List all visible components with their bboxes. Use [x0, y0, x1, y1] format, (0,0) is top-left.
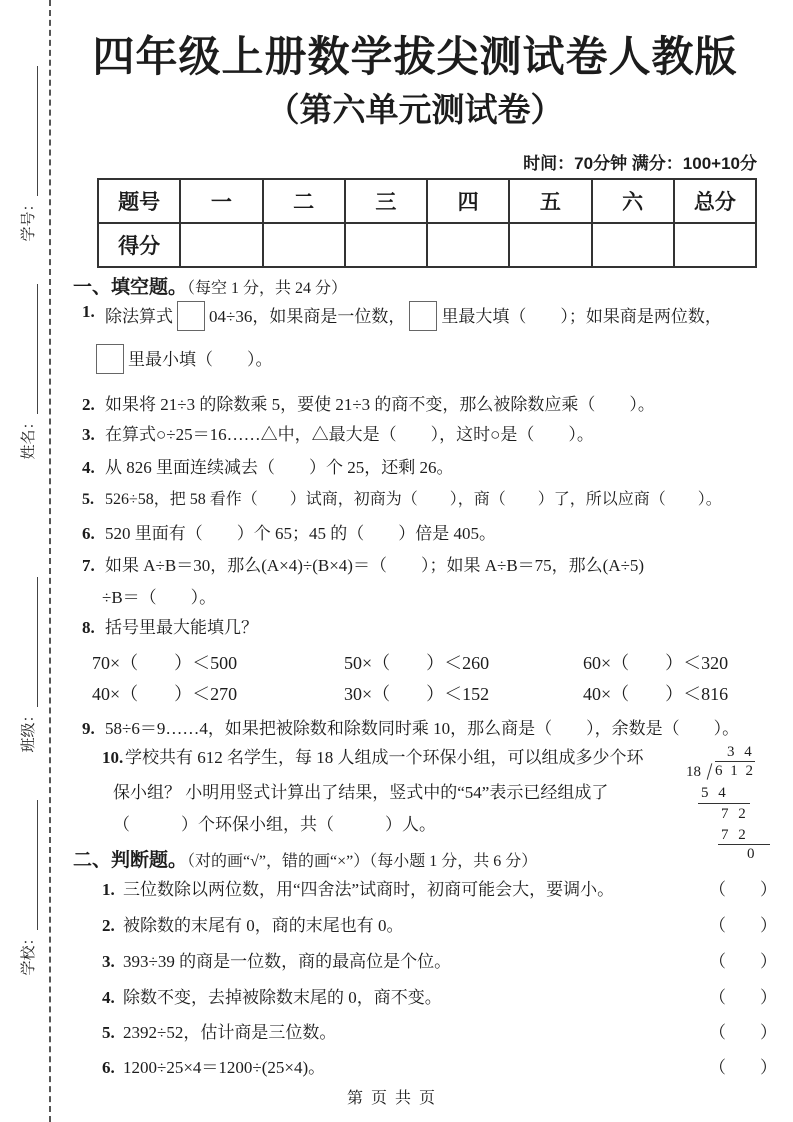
judge-question-2: [73, 915, 777, 937]
question-text: [73, 301, 757, 331]
long-division-step: 7 2: [721, 806, 749, 822]
page-footer: 第 页 共 页: [346, 1090, 437, 1107]
question-text: 526÷58，把 58 看作（ ）试商，初商为（ ），商（ ）了，所以应商（ ）。: [105, 491, 722, 508]
question-number: 2.: [82, 395, 95, 414]
question-number: 5.: [82, 491, 94, 508]
score-header-cell: 总分: [674, 179, 756, 223]
section1-heading: [73, 272, 783, 299]
score-empty-cell: [674, 223, 756, 267]
question-text: 括号里最大能填几？: [105, 618, 258, 637]
inequality-blank: 30×（ ）＜152: [344, 684, 490, 704]
question-text: 393÷39 的商是一位数，商的最高位是个位。: [123, 952, 452, 971]
question-number: 9.: [82, 719, 95, 738]
score-header-cell: 三: [345, 179, 427, 223]
question-text: 除数不变，去掉被除数末尾的 0，商不变。: [123, 988, 442, 1007]
blank-box: [409, 301, 437, 331]
question-number: 4.: [82, 458, 95, 477]
judge-question-1: [73, 879, 777, 901]
class-underline: [22, 578, 38, 708]
question-text: 58÷6＝9……4，如果把被除数和除数同时乘 10，那么商是（ ），余数是（ ）。: [105, 719, 740, 738]
question-text: ÷B＝（ ）。: [102, 588, 217, 607]
inequality-blank: 40×（ ）＜816: [583, 684, 729, 704]
answer-parentheses: （ ）: [709, 952, 777, 971]
section2-heading-note: （对的画“√”，错的画“×”）（每小题 1 分，共 6 分）: [187, 853, 538, 870]
question-number: 8.: [82, 618, 95, 637]
fill-question-7-line-2: [73, 587, 757, 609]
score-empty-cell: [180, 223, 262, 267]
score-empty-cell: [263, 223, 345, 267]
class-field: [16, 570, 38, 760]
student-name-field: [16, 277, 38, 467]
inequality-blank: 40×（ ）＜270: [92, 684, 238, 704]
answer-parentheses: （ ）: [709, 916, 777, 935]
question-number: 4.: [102, 988, 115, 1007]
time-score-info: 时间：70分钟 满分：100+10分: [523, 154, 757, 173]
school-field: [16, 793, 38, 983]
judge-question-3: [73, 951, 777, 973]
score-header-cell: 一: [180, 179, 262, 223]
question-number: 7.: [82, 556, 95, 575]
question-text-part: 除法算式: [105, 307, 173, 326]
score-header-cell: 五: [509, 179, 591, 223]
question-text-part: 里最小填（ ）。: [128, 350, 273, 369]
question-text: 保小组？ 小明用竖式计算出了结果，竖式中的“54”表示已经组成了: [113, 783, 609, 802]
fill-question-1-line-2: [73, 344, 757, 374]
long-division-step: 5 4: [701, 785, 729, 801]
score-empty-cell: [345, 223, 427, 267]
score-header-cell: 四: [427, 179, 509, 223]
question-text: 在算式○÷25＝16……△中，△最大是（ ），这时○是（ ）。: [105, 425, 594, 444]
question-number: 1.: [82, 302, 95, 321]
score-label-cell: 得分: [98, 223, 180, 267]
judge-question-4: [73, 987, 777, 1009]
fill-question-7-line-1: [73, 555, 757, 577]
question-text: 学校共有 612 名学生，每 18 人组成一个环保小组，可以组成多少个环: [125, 748, 644, 767]
judge-question-6: [73, 1057, 777, 1079]
fill-question-8: [73, 617, 757, 639]
section1-heading-title: 一、填空题。: [73, 277, 188, 298]
long-division-step: 7 2: [721, 827, 749, 843]
question-number: 1.: [102, 880, 115, 899]
question-number: 10.: [102, 748, 124, 767]
question-text: （ ）个环保小组，共（ ）人。: [113, 815, 436, 834]
question-number: 5.: [102, 1023, 115, 1042]
question-text: 如果将 21÷3 的除数乘 5，要使 21÷3 的商不变，那么被除数应乘（ ）。: [105, 395, 655, 414]
long-division-bracket: [707, 763, 713, 780]
fill-question-4: [73, 457, 757, 479]
question-text: 如果 A÷B＝30，那么(A×4)÷(B×4)＝（ ）；如果 A÷B＝75，那么(A÷5): [105, 556, 645, 575]
question-text: [73, 344, 757, 374]
question-number: 2.: [102, 916, 115, 935]
page-subtitle: （第六单元测试卷）: [266, 91, 564, 128]
long-division-divisor: 18: [686, 764, 701, 780]
fill-question-3: [73, 424, 757, 446]
question-text-part: 04÷36，如果商是一位数，: [209, 307, 406, 326]
inequality-blank: 60×（ ）＜320: [583, 653, 729, 673]
fill-question-9: [73, 718, 757, 740]
question-text-part: 里最大填（ ）；如果商是两位数，: [441, 307, 722, 326]
long-division-result: 0: [747, 846, 755, 862]
score-table-header-row: [98, 179, 756, 223]
fill-question-5: [73, 489, 757, 511]
answer-parentheses: （ ）: [709, 988, 777, 1007]
question-number: 6.: [82, 524, 95, 543]
student-id-underline: [22, 67, 38, 197]
school-underline: [22, 801, 38, 931]
blank-box: [96, 344, 124, 374]
question-number: 3.: [102, 952, 115, 971]
question-number: 3.: [82, 425, 95, 444]
question-text: 520 里面有（ ）个 65；45 的（ ）倍是 405。: [105, 524, 496, 543]
score-header-cell: 题号: [98, 179, 180, 223]
long-division-dividend: 6 1 2: [715, 763, 755, 779]
question-text: 2392÷52，估计商是三位数。: [123, 1023, 337, 1042]
fill-question-2: [73, 394, 757, 416]
question-text: 被除数的末尾有 0，商的末尾也有 0。: [123, 916, 404, 935]
question-text: 三位数除以两位数，用“四舍法”试商时，初商可能会大，要调小。: [123, 880, 615, 899]
answer-parentheses: （ ）: [709, 1058, 777, 1077]
judge-question-5: [73, 1022, 777, 1044]
answer-parentheses: （ ）: [709, 880, 777, 899]
long-division-rule: [698, 803, 750, 804]
school-label: 学校：: [20, 930, 37, 976]
binding-dashed-line: [49, 0, 51, 1122]
question-text: 1200÷25×4＝1200÷(25×4)。: [123, 1058, 326, 1077]
score-empty-cell: [509, 223, 591, 267]
score-empty-cell: [427, 223, 509, 267]
inequality-blank: 70×（ ）＜500: [92, 653, 238, 673]
answer-parentheses: （ ）: [709, 1023, 777, 1042]
score-table: [97, 178, 757, 268]
class-label: 班级：: [20, 707, 37, 753]
score-header-cell: 六: [592, 179, 674, 223]
fill-question-10-line-1: [73, 747, 673, 769]
student-name-label: 姓名：: [20, 414, 37, 460]
fill-question-10-line-3: [73, 814, 673, 836]
section1-heading-note: （每空 1 分，共 24 分）: [187, 280, 348, 297]
student-name-underline: [22, 285, 38, 415]
inequality-blank: 50×（ ）＜260: [344, 653, 490, 673]
score-header-cell: 二: [263, 179, 345, 223]
student-id-field: [16, 59, 38, 249]
section2-heading: [73, 845, 783, 872]
question-text: 从 826 里面连续减去（ ）个 25，还剩 26。: [105, 458, 454, 477]
page-title: 四年级上册数学拔尖测试卷人教版: [92, 33, 738, 80]
score-empty-cell: [592, 223, 674, 267]
section2-heading-title: 二、判断题。: [73, 850, 188, 871]
question-number: 6.: [102, 1058, 115, 1077]
score-table-score-row: [98, 223, 756, 267]
student-id-label: 学号：: [20, 196, 37, 242]
fill-question-10-line-2: [73, 782, 673, 804]
fill-question-6: [73, 523, 757, 545]
fill-question-1-line-1: [73, 301, 757, 331]
long-division-quotient: 3 4: [727, 744, 755, 760]
blank-box: [177, 301, 205, 331]
